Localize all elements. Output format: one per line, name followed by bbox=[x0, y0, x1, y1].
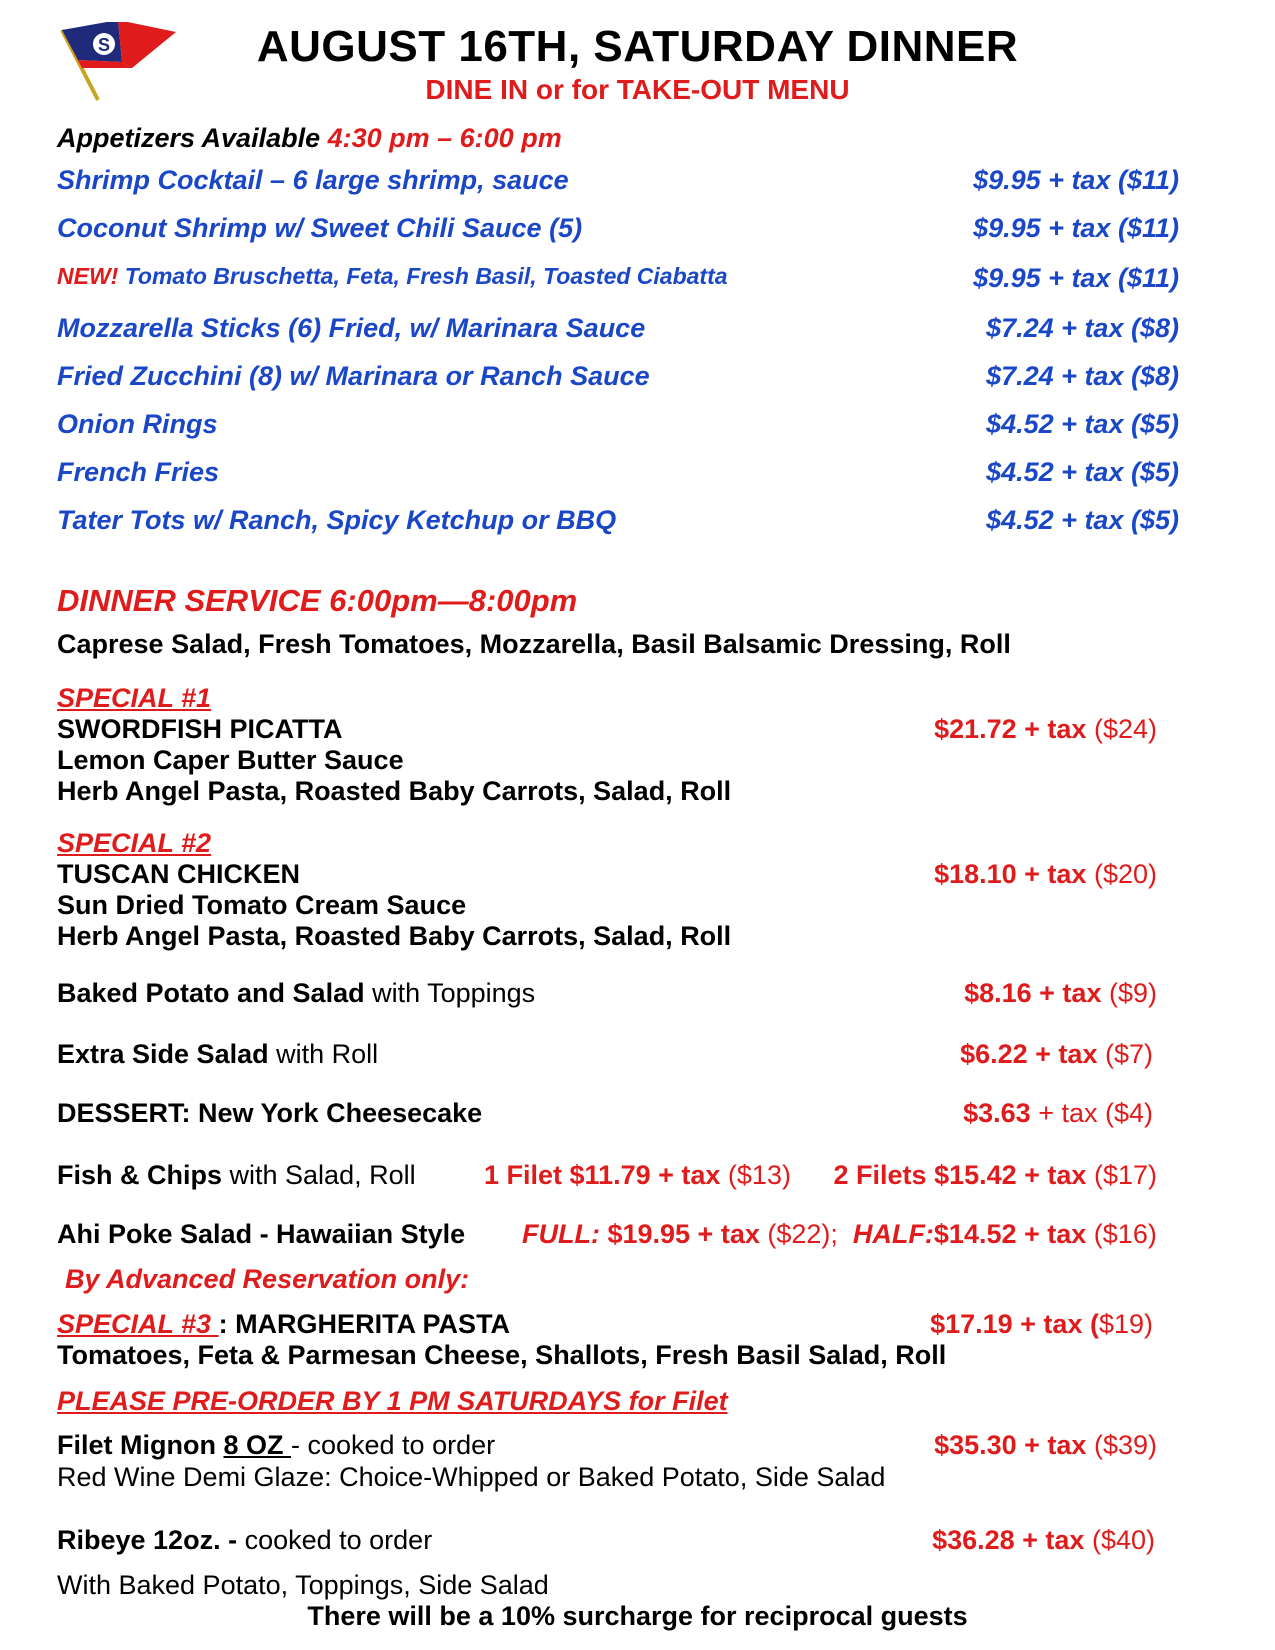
filet-cooked: - cooked to order bbox=[291, 1430, 496, 1460]
special-2-price-main: $18.10 + tax bbox=[934, 859, 1087, 889]
side-salad-price bbox=[960, 1039, 1153, 1070]
poke-full-main: $19.95 + tax bbox=[599, 1219, 760, 1249]
fish-one-filet-price bbox=[484, 1160, 791, 1191]
special-1-price bbox=[934, 714, 1157, 745]
page-subtitle: DINE IN or for TAKE-OUT MENU bbox=[425, 74, 850, 105]
special-3-price-total: $19) bbox=[1098, 1309, 1153, 1339]
dessert-price bbox=[963, 1098, 1153, 1129]
side-salad-name: Extra Side Salad bbox=[57, 1039, 269, 1069]
appetizers-heading bbox=[57, 123, 562, 154]
poke-full-total: ($22); bbox=[759, 1219, 838, 1249]
appetizer-price: $7.24 + tax ($8) bbox=[986, 361, 1179, 391]
appetizers-time: 4:30 pm – 6:00 pm bbox=[327, 123, 562, 153]
appetizer-price: $9.95 + tax ($11) bbox=[973, 213, 1179, 243]
ahi-poke-name: Ahi Poke Salad - Hawaiian Style bbox=[57, 1219, 466, 1249]
filet-item bbox=[57, 1430, 495, 1461]
special-3-desc: Tomatoes, Feta & Parmesan Cheese, Shallots, Fresh Basil Salad, Roll bbox=[57, 1340, 947, 1370]
special-3-label: SPECIAL #3 bbox=[57, 1309, 219, 1339]
side-salad-item bbox=[57, 1039, 378, 1070]
appetizer-name: Fried Zucchini (8) w/ Marinara or Ranch Sauce bbox=[57, 361, 650, 391]
baked-potato-price bbox=[964, 978, 1157, 1009]
side-salad-detail: with Roll bbox=[268, 1039, 379, 1069]
filet-desc: Red Wine Demi Glaze: Choice-Whipped or Baked Potato, Side Salad bbox=[57, 1462, 886, 1492]
ribeye-price-total: ($40) bbox=[1084, 1525, 1155, 1555]
filet-price bbox=[934, 1430, 1157, 1461]
special-2-name: TUSCAN CHICKEN bbox=[57, 859, 300, 889]
filet-price-main: $35.30 + tax bbox=[934, 1430, 1087, 1460]
fish-two-filet-price bbox=[834, 1160, 1157, 1191]
ahi-poke-prices bbox=[522, 1219, 1157, 1250]
special-1-price-main: $21.72 + tax bbox=[934, 714, 1087, 744]
ribeye-cooked: cooked to order bbox=[244, 1525, 433, 1555]
special-1-sides: Herb Angel Pasta, Roasted Baby Carrots, Salad, Roll bbox=[57, 776, 732, 806]
fish-one-filet-main: 1 Filet $11.79 + tax bbox=[484, 1160, 721, 1190]
preorder-note: PLEASE PRE-ORDER BY 1 PM SATURDAYS for Filet bbox=[57, 1386, 728, 1416]
appetizer-name: Mozzarella Sticks (6) Fried, w/ Marinara Sauce bbox=[57, 313, 646, 343]
special-2-label: SPECIAL #2 bbox=[57, 828, 212, 858]
special-3-price-main: $17.19 + tax ( bbox=[930, 1309, 1099, 1339]
baked-potato-price-main: $8.16 + tax bbox=[964, 978, 1102, 1008]
ribeye-name: Ribeye 12oz. - bbox=[57, 1525, 245, 1555]
baked-potato-name: Baked Potato and Salad bbox=[57, 978, 365, 1008]
fish-one-filet-total: ($13) bbox=[720, 1160, 791, 1190]
filet-name: Filet Mignon bbox=[57, 1430, 224, 1460]
baked-potato-price-total: ($9) bbox=[1101, 978, 1157, 1008]
appetizer-name: Onion Rings bbox=[57, 409, 218, 439]
special-2-price-total: ($20) bbox=[1086, 859, 1157, 889]
baked-potato-item bbox=[57, 978, 535, 1009]
poke-full-label: FULL: bbox=[522, 1219, 600, 1249]
filet-price-total: ($39) bbox=[1086, 1430, 1157, 1460]
ribeye-price-main: $36.28 + tax bbox=[932, 1525, 1085, 1555]
dessert-price-total: + tax ($4) bbox=[1030, 1098, 1153, 1128]
appetizer-price: $4.52 + tax ($5) bbox=[986, 505, 1179, 535]
poke-half-total: ($16) bbox=[1086, 1219, 1157, 1249]
appetizer-price: $4.52 + tax ($5) bbox=[986, 457, 1179, 487]
appetizer-name: Shrimp Cocktail – 6 large shrimp, sauce bbox=[57, 165, 569, 195]
poke-half-main: $14.52 + tax bbox=[933, 1219, 1087, 1249]
caprese-salad-line: Caprese Salad, Fresh Tomatoes, Mozzarella, Basil Balsamic Dressing, Roll bbox=[57, 629, 1011, 659]
side-salad-price-total: ($7) bbox=[1097, 1039, 1153, 1069]
logo-letter: S bbox=[97, 35, 111, 55]
special-1-sauce: Lemon Caper Butter Sauce bbox=[57, 745, 404, 775]
special-2-price bbox=[934, 859, 1157, 890]
special-2-sauce: Sun Dried Tomato Cream Sauce bbox=[57, 890, 467, 920]
appetizer-name: Tomato Bruschetta, Feta, Fresh Basil, Toasted Ciabatta bbox=[118, 263, 728, 289]
ribeye-item bbox=[57, 1525, 432, 1556]
fish-chips-detail: with Salad, Roll bbox=[222, 1160, 416, 1190]
reservation-note: By Advanced Reservation only: bbox=[65, 1264, 470, 1294]
appetizer-name: French Fries bbox=[57, 457, 220, 487]
side-salad-price-main: $6.22 + tax bbox=[960, 1039, 1098, 1069]
special-3-line bbox=[57, 1309, 510, 1340]
filet-oz: 8 OZ bbox=[223, 1430, 291, 1460]
page-title: AUGUST 16TH, SATURDAY DINNER bbox=[256, 22, 1019, 71]
new-badge: NEW! bbox=[57, 263, 119, 289]
special-3-name: : MARGHERITA PASTA bbox=[218, 1309, 511, 1339]
poke-half-label: HALF: bbox=[852, 1219, 934, 1249]
dessert-item: DESSERT: New York Cheesecake bbox=[57, 1098, 483, 1128]
special-1-name: SWORDFISH PICATTA bbox=[57, 714, 343, 744]
special-2-sides: Herb Angel Pasta, Roasted Baby Carrots, Salad, Roll bbox=[57, 921, 732, 951]
special-3-price bbox=[930, 1309, 1153, 1340]
appetizer-price: $9.95 + tax ($11) bbox=[973, 263, 1179, 293]
appetizer-name: Tater Tots w/ Ranch, Spicy Ketchup or BBQ bbox=[57, 505, 617, 535]
special-1-label: SPECIAL #1 bbox=[57, 683, 212, 713]
ribeye-desc: With Baked Potato, Toppings, Side Salad bbox=[57, 1570, 549, 1600]
appetizer-price: $9.95 + tax ($11) bbox=[973, 165, 1179, 195]
ribeye-price bbox=[932, 1525, 1155, 1556]
appetizer-price: $4.52 + tax ($5) bbox=[986, 409, 1179, 439]
fish-chips-item bbox=[57, 1160, 416, 1191]
fish-two-filet-total: ($17) bbox=[1086, 1160, 1157, 1190]
special-1-price-total: ($24) bbox=[1086, 714, 1157, 744]
fish-chips-name: Fish & Chips bbox=[57, 1160, 223, 1190]
surcharge-note: There will be a 10% surcharge for reciprocal guests bbox=[307, 1601, 968, 1631]
fish-two-filet-main: 2 Filets $15.42 + tax bbox=[833, 1160, 1087, 1190]
appetizers-label: Appetizers Available bbox=[57, 123, 328, 153]
appetizer-name: Coconut Shrimp w/ Sweet Chili Sauce (5) bbox=[57, 213, 583, 243]
dinner-service-heading: DINNER SERVICE 6:00pm—8:00pm bbox=[57, 583, 578, 618]
baked-potato-detail: with Toppings bbox=[364, 978, 536, 1008]
dessert-price-main: $3.63 bbox=[963, 1098, 1031, 1128]
appetizer-price: $7.24 + tax ($8) bbox=[986, 313, 1179, 343]
